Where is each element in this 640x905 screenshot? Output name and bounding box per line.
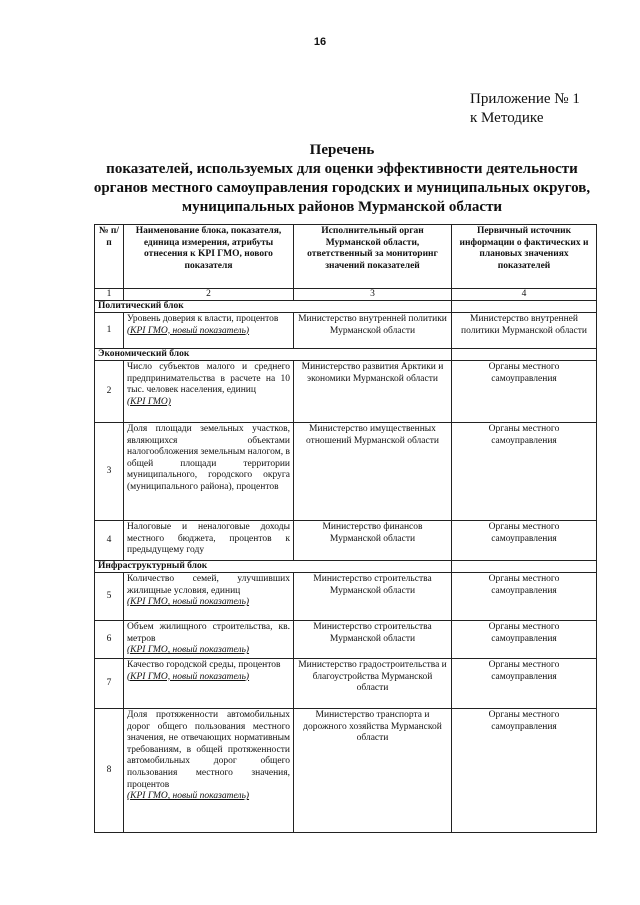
source-cell: Министерство внутренней политики Мурманской области — [452, 313, 597, 349]
table-row — [95, 659, 597, 709]
block-row-infrastructure — [95, 561, 597, 573]
source-cell: Органы местного самоуправления — [452, 621, 597, 659]
source-cell: Органы местного самоуправления — [452, 521, 597, 561]
kpi-attribute: (KPI ГМО) — [127, 396, 171, 407]
appendix-line1: Приложение № 1 — [470, 91, 580, 107]
table-row — [95, 361, 597, 423]
title-line2: показателей, используемых для оценки эффективности деятельности — [106, 161, 578, 177]
appendix-note — [470, 90, 580, 128]
block-row-economic — [95, 349, 597, 361]
column-index: 2 — [124, 289, 294, 301]
title-line1: Перечень — [309, 142, 375, 158]
table-row — [95, 313, 597, 349]
executor-cell: Министерство градостроительства и благоустройства Мурманской области — [294, 659, 452, 709]
block-title: Политический блок — [95, 301, 452, 313]
header-executor: Исполнительный орган Мурманской области, ответственный за мониторинг значений показателей — [294, 225, 452, 289]
indicator-text: Доля площади земельных участков, являющихся объектами налогообложения земельным налогом, в общей площади территории муниципального, городского округа (муниципального района), процентов — [127, 424, 290, 492]
indicator-text: Объем жилищного строительства, кв. метров — [127, 622, 290, 644]
kpi-attribute: (KPI ГМО, новый показатель) — [127, 671, 250, 682]
indicator-text: Количество семей, улучшивших жилищные условия, единиц — [127, 574, 290, 596]
table-row — [95, 521, 597, 561]
indicator-text: Число субъектов малого и среднего предпринимательства в расчете на 10 тыс. человек населения, единиц — [127, 362, 290, 396]
row-number: 8 — [95, 709, 124, 833]
executor-cell: Министерство строительства Мурманской области — [294, 573, 452, 621]
indicators-table — [94, 224, 597, 833]
block-title: Инфраструктурный блок — [95, 561, 452, 573]
kpi-attribute: (KPI ГМО, новый показатель) — [127, 645, 250, 656]
executor-cell: Министерство имущественных отношений Мурманской области — [294, 423, 452, 521]
block-row-political — [95, 301, 597, 313]
indicator-cell — [124, 573, 294, 621]
source-cell: Органы местного самоуправления — [452, 573, 597, 621]
row-number: 5 — [95, 573, 124, 621]
executor-cell: Министерство транспорта и дорожного хозяйства Мурманской области — [294, 709, 452, 833]
source-cell: Органы местного самоуправления — [452, 423, 597, 521]
row-number: 4 — [95, 521, 124, 561]
title-line3: органов местного самоуправления городских и муниципальных округов, — [93, 180, 591, 196]
kpi-attribute: (KPI ГМО, новый показатель) — [127, 791, 250, 802]
title-line4: муниципальных районов Мурманской области — [181, 199, 503, 215]
header-indicator: Наименование блока, показателя, единица измерения, атрибуты отнесения к KPI ГМО, нового показателя — [124, 225, 294, 289]
column-index: 3 — [294, 289, 452, 301]
row-number: 6 — [95, 621, 124, 659]
source-cell: Органы местного самоуправления — [452, 659, 597, 709]
indicator-cell — [124, 361, 294, 423]
indicator-text: Уровень доверия к власти, процентов — [127, 314, 279, 324]
executor-cell: Министерство развития Арктики и экономики Мурманской области — [294, 361, 452, 423]
page-number: 16 — [313, 36, 327, 48]
row-number: 2 — [95, 361, 124, 423]
indicator-text: Качество городской среды, процентов — [127, 660, 281, 670]
indicator-text: Налоговые и неналоговые доходы местного бюджета, процентов к предыдущему году — [127, 522, 290, 556]
table-row — [95, 423, 597, 521]
table-header-row — [95, 225, 597, 289]
executor-cell: Министерство внутренней политики Мурманской области — [294, 313, 452, 349]
header-number: № п/п — [95, 225, 124, 289]
table-row — [95, 709, 597, 833]
executor-cell: Министерство финансов Мурманской области — [294, 521, 452, 561]
column-index: 4 — [452, 289, 597, 301]
header-source: Первичный источник информации о фактических и плановых значениях показателей — [452, 225, 597, 289]
table-row — [95, 573, 597, 621]
source-cell: Органы местного самоуправления — [452, 709, 597, 833]
indicator-cell — [124, 621, 294, 659]
indicator-cell — [124, 659, 294, 709]
indicator-cell — [124, 709, 294, 833]
column-index-row — [95, 289, 597, 301]
row-number: 7 — [95, 659, 124, 709]
source-cell: Органы местного самоуправления — [452, 361, 597, 423]
indicator-cell — [124, 423, 294, 521]
row-number: 1 — [95, 313, 124, 349]
indicator-text: Доля протяженности автомобильных дорог общего пользования местного значения, не отвечающих нормативным требованиям, в общей протяженности автомобильных дорог общего пользования местного значения, процентов — [127, 710, 290, 790]
document-title — [92, 141, 592, 217]
table-row — [95, 621, 597, 659]
kpi-attribute: (KPI ГМО, новый показатель) — [127, 325, 250, 336]
row-number: 3 — [95, 423, 124, 521]
column-index: 1 — [95, 289, 124, 301]
block-title: Экономический блок — [95, 349, 452, 361]
appendix-line2: к Методике — [470, 110, 544, 126]
indicator-cell — [124, 313, 294, 349]
kpi-attribute: (KPI ГМО, новый показатель) — [127, 597, 250, 608]
executor-cell: Министерство строительства Мурманской области — [294, 621, 452, 659]
indicator-cell — [124, 521, 294, 561]
